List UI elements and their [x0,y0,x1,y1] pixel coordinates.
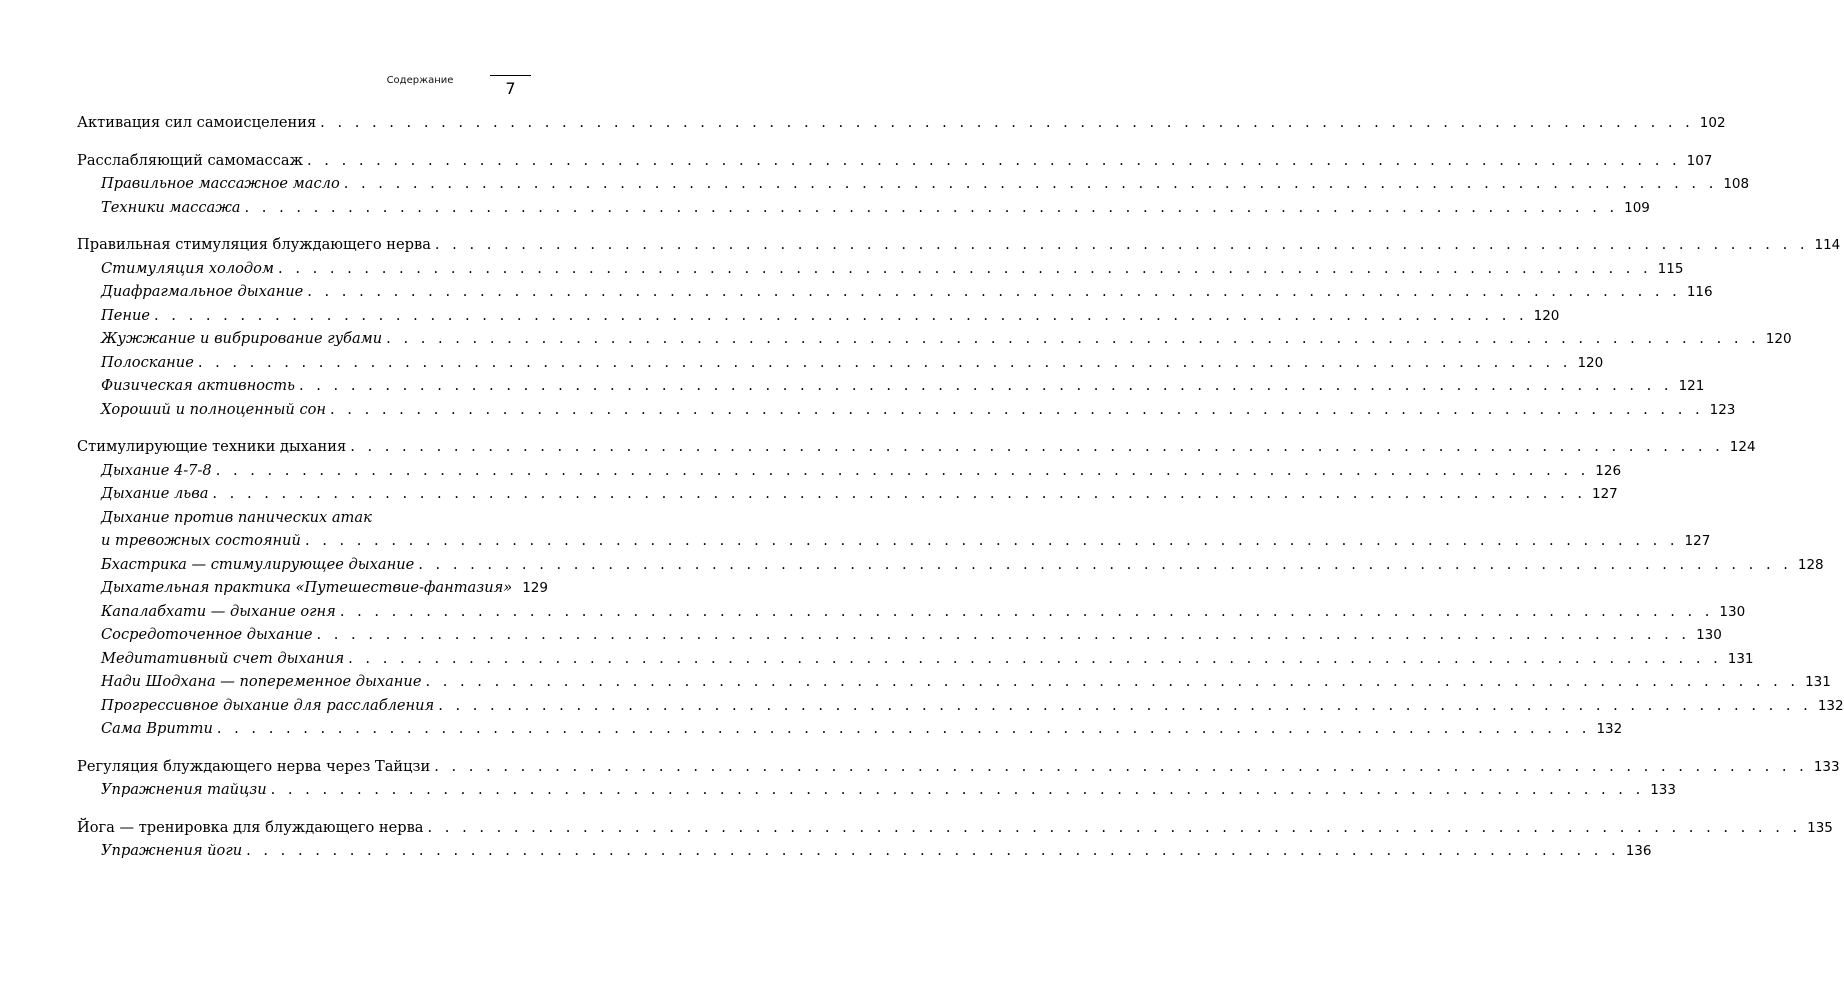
table-of-contents [77,111,1844,863]
toc-entry-title: Техники массажа [101,198,241,216]
toc-entry-page: 102 [1699,115,1726,131]
toc-entry-page: 127 [1684,533,1711,549]
toc-entry-page: 131 [1805,674,1831,690]
toc-subentry [77,623,1722,647]
toc-entry-title: Стимуляция холодом [101,259,275,277]
toc-subentry [77,600,1746,624]
toc-entry-page: 120 [1533,307,1560,324]
toc-entry-page: 108 [1723,176,1750,192]
toc-subentry [77,694,1844,718]
toc-entry-title: Физическая активность [101,377,295,394]
toc-entry-page: 115 [1657,260,1684,277]
dot-leader [330,398,1704,422]
toc-entry-title: Дыхание 4-7-8 [101,461,212,479]
toc-entry-title: Дыхание льва [101,485,209,502]
toc-entry-page: 130 [1696,627,1722,643]
toc-entry-title: Активация сил самоисцеления [77,114,317,131]
toc-entry-title: Капалабхати — дыхание огня [101,602,336,620]
toc-entry-title: Хороший и полноценный сон [101,400,327,418]
dot-leader [428,816,1802,840]
toc-subentry [77,327,1792,351]
toc-subentry [77,280,1713,304]
dot-leader [425,670,1799,694]
dot-leader [320,111,1694,135]
section-gap [77,421,532,435]
dot-leader [216,459,1590,483]
header-rule [490,75,531,76]
running-title: Содержание [386,75,454,86]
dot-leader [386,327,1760,351]
section-gap [77,135,532,149]
toc-subentry [77,529,1711,553]
toc-entry [77,233,1841,257]
toc-entry-page: 132 [1817,697,1844,714]
toc-entry-title: Диафрагмальное дыхание [101,283,304,300]
dot-leader [435,233,1809,257]
toc-entry-page: 123 [1709,401,1736,418]
toc-entry-title: Йога — тренировка для блуждающего нерва [77,818,424,836]
toc-entry-page: 133 [1650,782,1676,798]
dot-leader [344,172,1718,196]
toc-subentry [77,506,532,530]
toc-entry-title: Прогрессивное дыхание для расслабления [101,696,435,714]
toc-subentry [77,172,1750,196]
toc-entry-page: 130 [1719,603,1746,620]
toc-subentry [77,778,1676,802]
toc-entry [77,111,1726,135]
toc-entry-page: 116 [1686,284,1713,300]
toc-entry-title: Полоскание [101,353,194,371]
toc-entry-title: Стимулирующие техники дыхания [77,438,347,455]
toc-entry-page: 127 [1592,486,1618,502]
dot-leader [418,553,1792,577]
toc-entry-title: Правильная стимуляция блуждающего нерва [77,236,431,253]
dot-leader [246,839,1620,863]
toc-entry-title: Бхастрика — стимулирующее дыхание [101,555,415,573]
toc-entry-title: Сама Вритти [101,720,213,737]
toc-entry-title: и тревожных состояний [101,532,301,549]
dot-leader [278,257,1652,281]
dot-leader [434,755,1808,779]
toc-subentry [77,459,1622,483]
toc-subentry [77,398,1736,422]
toc-entry [77,435,1756,459]
toc-entry-title: Регуляция блуждающего нерва через Тайцзи [77,757,431,775]
toc-entry-title: Сосредоточенное дыхание [101,626,313,643]
toc-entry-page: 124 [1729,439,1756,455]
dot-leader [212,482,1586,506]
dot-leader [350,435,1724,459]
dot-leader [217,717,1591,741]
toc-entry-title: Пение [101,306,151,324]
toc-subentry [77,839,1652,863]
toc-subentry [77,304,1560,328]
dot-leader [299,374,1673,398]
toc-subentry [77,553,1824,577]
toc-subentry [77,374,1705,398]
toc-subentry [77,482,1618,506]
dot-leader [245,196,1619,220]
toc-entry-title: Упражнения тайцзи [101,781,267,798]
page-number: 7 [505,79,516,98]
toc-entry-page: 107 [1686,152,1713,169]
dot-leader [305,529,1679,553]
toc-entry-page: 109 [1624,199,1650,216]
toc-entry-page: 114 [1814,237,1841,253]
toc-entry-page: 128 [1797,556,1824,573]
toc-subentry [77,647,1754,671]
dot-leader [307,280,1681,304]
dot-leader [438,694,1812,718]
dot-leader [348,647,1722,671]
dot-leader [271,778,1645,802]
dot-leader [198,351,1572,375]
toc-subentry [77,351,1604,375]
dot-leader [307,149,1681,173]
toc-subentry [77,717,1623,741]
toc-entry-page: 135 [1807,819,1833,836]
toc-subentry [77,576,548,600]
dot-leader [154,304,1528,328]
toc-entry-title: Расслабляющий самомассаж [77,151,304,169]
section-gap [77,802,532,816]
section-gap [77,219,532,233]
toc-entry-title: Медитативный счет дыхания [101,649,345,667]
toc-entry-page: 120 [1577,354,1604,371]
toc-entry-page: 133 [1813,758,1840,775]
toc-entry-page: 121 [1678,378,1705,394]
toc-entry-title: Правильное массажное масло [101,175,340,192]
toc-subentry [77,670,1831,694]
toc-entry-title: Дыхание против панических атак [101,508,372,526]
toc-subentry [77,257,1684,281]
toc-entry [77,149,1713,173]
toc-entry [77,816,1833,840]
toc-subentry [77,196,1650,220]
toc-entry-page: 132 [1596,721,1623,737]
section-gap [77,741,532,755]
toc-entry-title: Дыхательная практика «Путешествие-фантазия» [101,579,513,596]
toc-entry-page: 129 [522,580,548,596]
toc-entry-page: 136 [1625,843,1652,859]
toc-entry-title: Нади Шодхана — попеременное дыхание [101,673,422,690]
toc-entry [77,755,1840,779]
toc-entry-title: Упражнения йоги [101,842,243,859]
dot-leader [340,600,1714,624]
toc-entry-page: 131 [1727,650,1754,667]
toc-entry-page: 120 [1765,331,1792,347]
toc-entry-title: Жужжание и вибрирование губами [101,330,383,347]
dot-leader [316,623,1690,647]
toc-entry-page: 126 [1595,462,1622,479]
